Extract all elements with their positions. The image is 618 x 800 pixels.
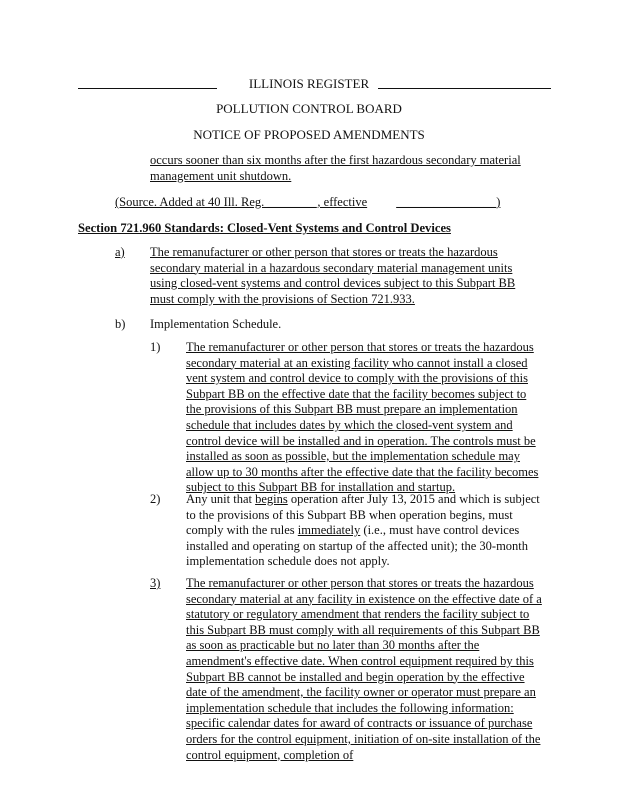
item-b2-label: 2) [150,492,161,506]
item-a-label: a) [115,245,125,259]
source-suffix: ) [496,195,501,209]
item-b1-label: 1) [150,340,161,354]
continuation-paragraph: occurs sooner than six months after the first hazardous secondary material management unit shutdown. [150,153,521,183]
item-b3-label: 3) [150,576,161,590]
item-b2-mid: operation after July 13, 2015 and which is subject to the provisions of this Subpart BB when operation begins, must comply with the rules [186,492,540,538]
item-b1-text: The remanufacturer or other person that stores or treats the hazardous secondary material at an existing facility who cannot install a closed vent system and control device to comply with the provisions of this Subpart BB on the effective date that the facility becomes subject to the provisions of this Subpart BB must prepare an implementation schedule that includes dates by which the closed-vent system and control device will be installed and in operation. The controls must be installed as soon as possible, but the implementation schedule may allow up to 30 months after the effective date that the facility becomes subject to this Subpart BB for installation and startup. [186,340,539,495]
item-b2-text [186,492,542,570]
section-heading: Section 721.960 Standards: Closed-Vent Systems and Control Devices [78,221,451,235]
item-b2-underlined-begins: begins [255,492,288,506]
notice-title: NOTICE OF PROPOSED AMENDMENTS [193,127,425,142]
register-title: ILLINOIS REGISTER [248,76,370,91]
item-b-label: b) [115,317,126,331]
source-blank: ________________ [396,195,497,209]
item-b2-post: (i.e., must have control devices installed and operating on startup of the affected unit); the 30-month implementation schedule does not apply. [186,523,529,569]
agency-title: POLLUTION CONTROL BOARD [216,101,402,116]
item-b-text: Implementation Schedule. [150,317,282,331]
item-b2-pre: Any unit that [186,492,256,506]
item-b3-text: The remanufacturer or other person that stores or treats the hazardous secondary material at any facility in existence on the effective date of a statutory or regulatory amendment that renders the facility subject to this Subpart BB must comply with all requirements of this Subpart BB as soon as practicable but no later than 30 months after the amendment's effective date. When control equipment required by this Subpart BB cannot be installed and begin operation by the effective date of the amendment, the facility owner or operator must prepare an implementation schedule that includes the following information: specific calendar dates for award of contracts or issuance of purchase orders for the control equipment, initiation of on-site installation of the control equipment, completion of [186,576,542,762]
item-b2-underlined-immediately: immediately [297,523,361,538]
source-prefix: (Source. Added at 40 Ill. Reg. ________, effective [115,195,368,209]
source-note [115,195,535,210]
item-a-text: The remanufacturer or other person that stores or treats the hazardous secondary material in a hazardous secondary material management units using closed-vent systems and control devices subject to this Subpart BB must comply with the provisions of Section 721.933. [150,245,516,306]
